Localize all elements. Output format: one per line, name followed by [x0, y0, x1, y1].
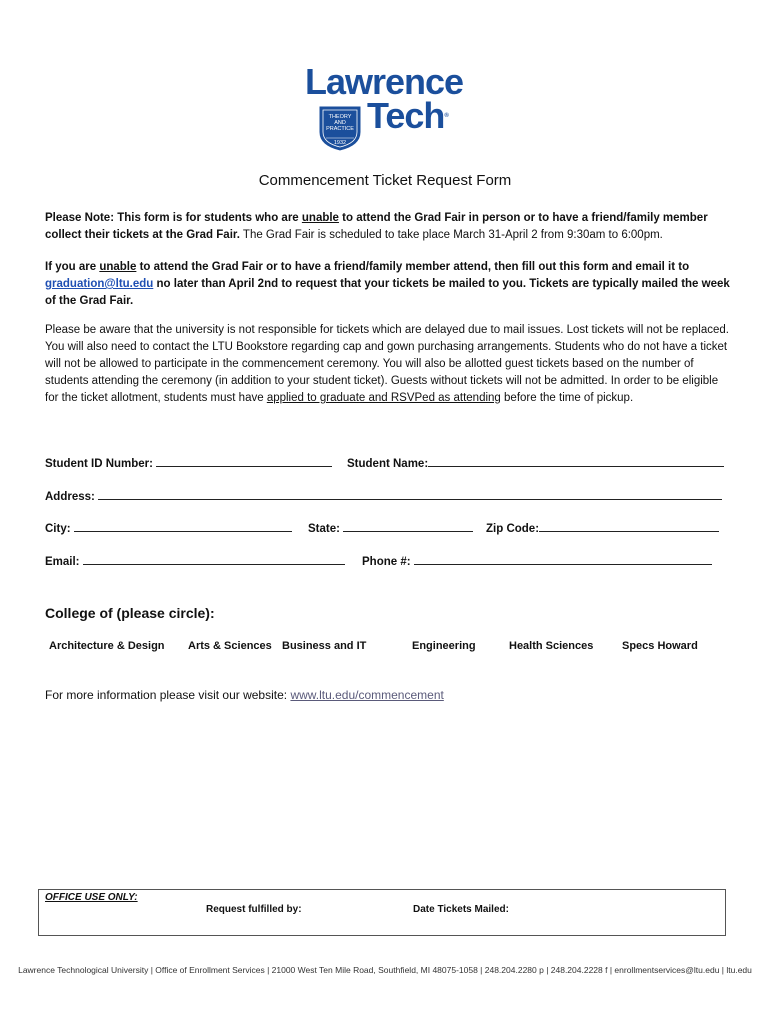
student-name-line[interactable] — [428, 455, 724, 467]
zip-code-field[interactable]: Zip Code: — [486, 520, 719, 537]
college-option-engineering[interactable]: Engineering — [412, 640, 476, 652]
shield-icon: THEORY AND PRACTICE 1932 — [317, 104, 363, 152]
student-name-field[interactable]: Student Name: — [347, 455, 724, 472]
commencement-website-link[interactable]: www.ltu.edu/commencement — [290, 688, 444, 702]
city-line[interactable] — [74, 520, 292, 532]
office-use-label: OFFICE USE ONLY: — [45, 892, 138, 903]
instructions-paragraph: If you are unable to attend the Grad Fair or to have a friend/family member attend, then fill out this form and email it to graduation@ltu.edu no later than April 2nd to request that your tickets be mailed to you. Tickets are typically mailed the week of the Grad Fair. — [45, 261, 730, 307]
city-field[interactable]: City: — [45, 520, 292, 537]
state-line[interactable] — [343, 520, 473, 532]
date-mailed-label: Date Tickets Mailed: — [413, 904, 509, 915]
footer-contact: Lawrence Technological University | Office of Enrollment Services | 21000 West Ten Mile Road, Southfield, MI 48075-1058 | 248.204.2280 p | 248.204.2228 f | enrollmentservices@ltu.edu | ltu.edu — [18, 965, 752, 975]
college-option-business-it[interactable]: Business and IT — [282, 640, 367, 652]
student-id-line[interactable] — [156, 455, 332, 467]
student-id-field[interactable]: Student ID Number: — [45, 455, 332, 472]
college-option-health-sciences[interactable]: Health Sciences — [509, 640, 594, 652]
request-fulfilled-label: Request fulfilled by: — [206, 904, 302, 915]
note-paragraph: Please Note: This form is for students who are unable to attend the Grad Fair in person or to have a friend/family member collect their tickets at the Grad Fair. The Grad Fair is scheduled to take place March 31-April 2 from 9:30am to 6:00pm. — [45, 212, 708, 241]
state-field[interactable]: State: — [308, 520, 473, 537]
college-heading: College of (please circle): — [45, 605, 215, 621]
college-option-specs-howard[interactable]: Specs Howard — [622, 640, 698, 652]
email-line[interactable] — [83, 553, 345, 565]
phone-field[interactable]: Phone #: — [362, 553, 712, 570]
address-field[interactable]: Address: — [45, 488, 722, 505]
office-use-box — [38, 889, 726, 936]
zip-code-line[interactable] — [539, 520, 719, 532]
more-info-text: For more information please visit our website: www.ltu.edu/commencement — [45, 688, 444, 702]
apply-graduate-link[interactable]: applied to graduate and RSVPed as attending — [266, 392, 501, 404]
logo-wordmark-line2: Tech® — [367, 95, 448, 136]
page-title: Commencement Ticket Request Form — [258, 172, 512, 189]
address-line[interactable] — [98, 488, 722, 500]
disclaimer-paragraph: Please be aware that the university is not responsible for tickets which are delayed due to mail issues. Lost tickets will not be replaced. You will also need to contact the LTU Bookstore regarding cap and gown purchasing arrangements. Students who do not have a ticket will not be allowed to participate in the commencement ceremony. You will also be allotted guest tickets based on the number of students attending the ceremony (in addition to your student ticket). Guests without tickets will not be admitted. In order to be eligible for the ticket allotment, students must have applied to graduate and RSVPed as attending before the time of pickup. — [45, 324, 729, 404]
phone-line[interactable] — [414, 553, 712, 565]
college-option-arts-sciences[interactable]: Arts & Sciences — [188, 640, 272, 652]
email-field[interactable]: Email: — [45, 553, 345, 570]
lawrence-tech-logo — [305, 61, 475, 156]
graduation-email-link[interactable]: graduation@ltu.edu — [45, 278, 154, 290]
college-option-architecture[interactable]: Architecture & Design — [49, 640, 165, 652]
logo-wordmark-line1: Lawrence — [305, 61, 464, 102]
